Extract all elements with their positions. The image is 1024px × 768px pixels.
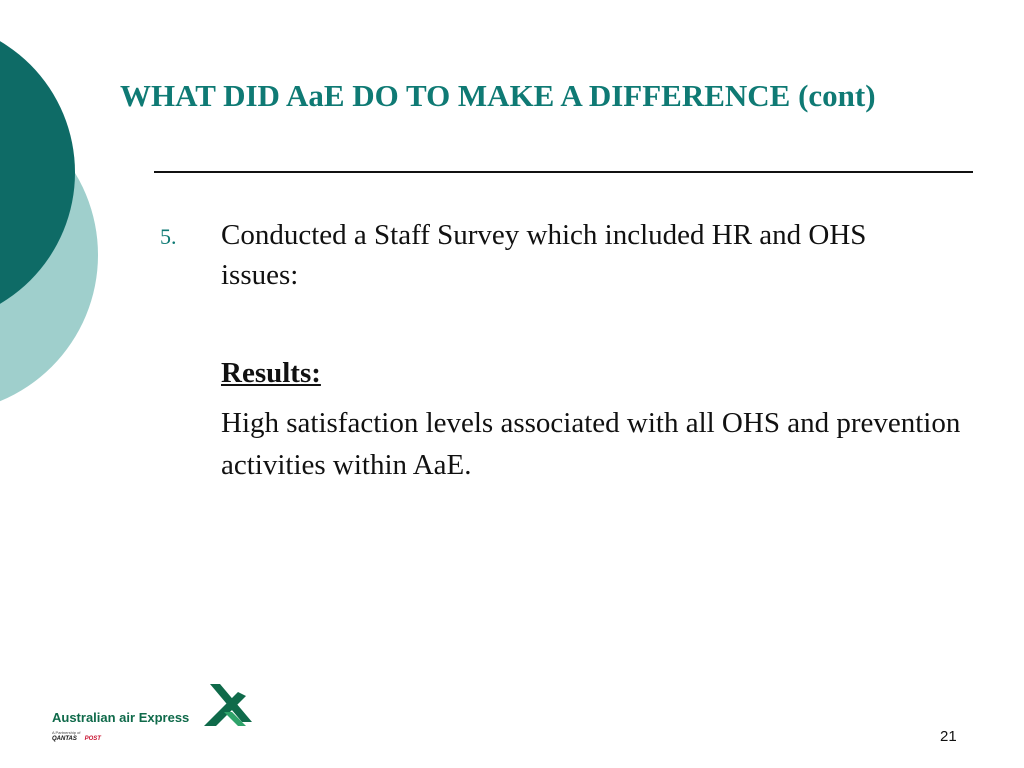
logo-partnership: A Partnership of [52,730,81,735]
aae-arrow-x-icon [202,682,254,728]
logo-brand-qantas: QANTAS [52,736,77,742]
company-logo [52,682,262,748]
list-item-number: 5. [160,224,177,249]
slide-title: WHAT DID AaE DO TO MAKE A DIFFERENCE (cont) [120,78,876,113]
title-divider [154,171,973,173]
page-number: 21 [940,728,957,745]
list-item-text: Conducted a Staff Survey which included HR and OHS issues: [221,219,867,291]
results-text: High satisfaction levels associated with all OHS and prevention activities within AaE. [221,407,961,481]
results-heading: Results: [221,357,321,389]
logo-brand-post: POST [84,736,101,742]
logo-name: Australian air Express [52,710,190,725]
logo-brands [52,736,101,742]
